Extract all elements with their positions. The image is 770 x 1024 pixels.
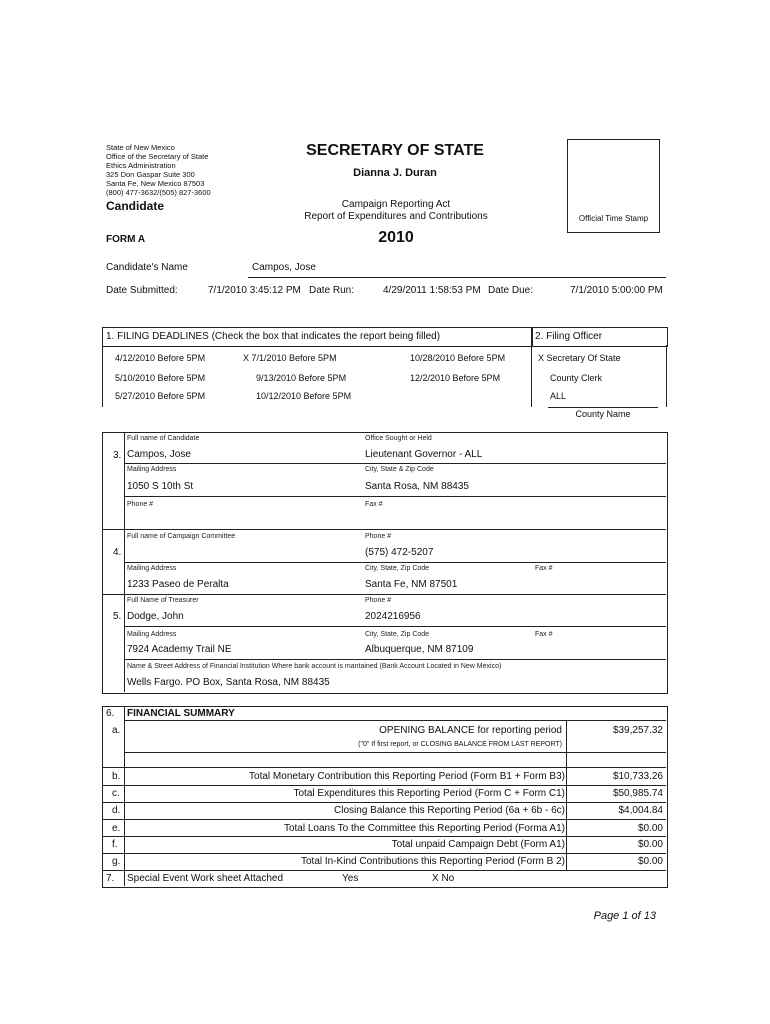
deadline-option[interactable]: 10/12/2010 Before 5PM bbox=[256, 391, 352, 401]
opening-balance-note: ("0" If first report, or CLOSING BALANCE FROM LAST REPORT) bbox=[358, 741, 562, 748]
row-letter: e. bbox=[112, 823, 121, 834]
summary-row-desc: Total Expenditures this Reporting Period (Form C + Form C1) bbox=[293, 788, 565, 799]
report-name: Report of Expenditures and Contributions bbox=[304, 211, 488, 222]
row-letter: g. bbox=[112, 856, 121, 867]
report-year: 2010 bbox=[378, 229, 414, 246]
agency-line: (800) 477-3632/(505) 827-3600 bbox=[106, 188, 211, 197]
treasurer-mailing-address: 7924 Academy Trail NE bbox=[127, 644, 232, 655]
summary-row-desc: Total unpaid Campaign Debt (Form A1) bbox=[391, 839, 565, 850]
divider bbox=[124, 752, 666, 753]
section-number: 4. bbox=[113, 547, 122, 558]
page-number: Page 1 of 13 bbox=[593, 910, 656, 922]
act-name: Campaign Reporting Act bbox=[341, 199, 451, 210]
candidate-name-label: Candidate's Name bbox=[106, 262, 188, 273]
divider bbox=[102, 819, 666, 820]
mailing-address-label: Mailing Address bbox=[127, 565, 177, 572]
opening-balance-label: OPENING BALANCE for reporting period bbox=[379, 725, 562, 736]
campaign-committee-label: Full name of Campaign Committee bbox=[127, 533, 236, 540]
date-submitted-label: Date Submitted: bbox=[106, 285, 178, 296]
summary-row-amount: $10,733.26 bbox=[612, 771, 663, 782]
treasurer-phone: 2024216956 bbox=[365, 611, 421, 622]
agency-line: 325 Don Gaspar Suite 300 bbox=[106, 170, 195, 179]
filing-officer-option[interactable]: County Clerk bbox=[550, 373, 603, 383]
filing-officer-option-checked[interactable]: X Secretary Of State bbox=[538, 353, 621, 363]
county-name-label: County Name bbox=[575, 409, 631, 419]
divider bbox=[102, 345, 103, 407]
divider bbox=[102, 529, 666, 530]
city-state-zip-label: City, State, Zip Code bbox=[365, 631, 430, 638]
divider bbox=[124, 463, 666, 464]
summary-row-amount: $50,985.74 bbox=[612, 788, 663, 799]
bank-label: Name & Street Address of Financial Institution Where bank account is mantained (Bank Account Located in New Mexico) bbox=[127, 663, 502, 670]
phone-label: Phone # bbox=[365, 533, 392, 540]
divider bbox=[102, 870, 666, 871]
divider bbox=[102, 785, 666, 786]
date-submitted-value: 7/1/2010 3:45:12 PM bbox=[208, 285, 301, 296]
summary-row-desc: Total Loans To the Committee this Reporting Period (Forma A1) bbox=[283, 823, 565, 834]
county-name-line bbox=[548, 407, 658, 408]
row-letter: f. bbox=[112, 839, 118, 850]
committee-phone: (575) 472-5207 bbox=[365, 547, 434, 558]
form-label: FORM A bbox=[106, 234, 146, 245]
official-name: Dianna J. Duran bbox=[353, 167, 437, 179]
city-state-zip-label: City, State, Zip Code bbox=[365, 565, 430, 572]
summary-row-desc: Total Monetary Contribution this Reporting Period (Form B1 + Form B3) bbox=[249, 771, 565, 782]
candidate-heading: Candidate bbox=[106, 199, 165, 213]
candidate-name-value: Campos, Jose bbox=[252, 262, 316, 273]
row-letter: a. bbox=[112, 725, 121, 736]
date-due-label: Date Due: bbox=[488, 285, 534, 296]
official-time-stamp-box bbox=[567, 139, 660, 233]
candidate-full-name-label: Full name of Candidate bbox=[127, 435, 200, 442]
mailing-address-label: Mailing Address bbox=[127, 466, 177, 473]
office-sought-label: Office Sought or Held bbox=[365, 435, 432, 442]
row-letter: c. bbox=[112, 788, 120, 799]
office-sought: Lieutenant Governor - ALL bbox=[365, 449, 483, 460]
agency-address bbox=[106, 143, 211, 197]
filing-officer-option[interactable]: ALL bbox=[550, 391, 567, 401]
fax-label: Fax # bbox=[365, 501, 383, 508]
divider bbox=[248, 277, 666, 278]
divider bbox=[124, 720, 666, 721]
fax-label: Fax # bbox=[535, 565, 553, 572]
filing-deadlines-header bbox=[102, 327, 533, 347]
bank-name-address: Wells Fargo. PO Box, Santa Rosa, NM 88435 bbox=[127, 677, 330, 688]
divider bbox=[566, 720, 567, 870]
deadline-option[interactable]: 10/28/2010 Before 5PM bbox=[410, 353, 506, 363]
section-number: 3. bbox=[113, 450, 122, 461]
special-event-label: Special Event Work sheet Attached bbox=[127, 873, 284, 884]
divider bbox=[102, 802, 666, 803]
mailing-address-label: Mailing Address bbox=[127, 631, 177, 638]
treasurer-city-state-zip: Albuquerque, NM 87109 bbox=[365, 644, 474, 655]
fax-label: Fax # bbox=[535, 631, 553, 638]
phone-label: Phone # bbox=[365, 597, 392, 604]
divider bbox=[102, 836, 666, 837]
summary-row-amount: $0.00 bbox=[637, 839, 663, 850]
divider bbox=[124, 562, 666, 563]
special-event-yes-option[interactable]: Yes bbox=[342, 873, 359, 884]
stamp-label: Official Time Stamp bbox=[578, 214, 649, 223]
summary-row-amount: $0.00 bbox=[637, 856, 663, 867]
section-number: 7. bbox=[106, 873, 115, 884]
divider bbox=[102, 594, 666, 595]
deadline-option[interactable]: 4/12/2010 Before 5PM bbox=[115, 353, 206, 363]
divider bbox=[124, 496, 666, 497]
opening-balance-amount: $39,257.32 bbox=[612, 725, 663, 736]
divider bbox=[666, 345, 667, 407]
committee-city-state-zip: Santa Fe, NM 87501 bbox=[365, 579, 458, 590]
candidate-full-name: Campos, Jose bbox=[127, 449, 191, 460]
deadline-option[interactable]: 9/13/2010 Before 5PM bbox=[256, 373, 347, 383]
agency-line: Santa Fe, New Mexico 87503 bbox=[106, 179, 205, 188]
mailing-address: 1050 S 10th St bbox=[127, 481, 194, 492]
agency-line: State of New Mexico bbox=[106, 143, 175, 152]
summary-row-desc: Closing Balance this Reporting Period (6a + 6b - 6c) bbox=[334, 805, 565, 816]
divider bbox=[102, 853, 666, 854]
divider bbox=[124, 626, 666, 627]
section-number: 5. bbox=[113, 611, 122, 622]
divider bbox=[531, 345, 532, 407]
divider bbox=[102, 767, 666, 768]
committee-mailing-address: 1233 Paseo de Peralta bbox=[127, 579, 229, 590]
date-due-value: 7/1/2010 5:00:00 PM bbox=[570, 285, 663, 296]
section-number: 6. bbox=[106, 708, 115, 719]
city-state-zip: Santa Rosa, NM 88435 bbox=[365, 481, 469, 492]
date-run-label: Date Run: bbox=[309, 285, 355, 296]
city-state-zip-label: City, State & Zip Code bbox=[365, 466, 434, 473]
summary-row-desc: Total In-Kind Contributions this Reporting Period (Form B 2) bbox=[300, 856, 565, 867]
row-letter: d. bbox=[112, 805, 121, 816]
divider bbox=[124, 706, 125, 886]
filing-officer-title: 2. Filing Officer bbox=[535, 331, 603, 342]
date-run-value: 4/29/2011 1:58:53 PM bbox=[383, 285, 481, 296]
summary-row-amount: $0.00 bbox=[637, 823, 663, 834]
agency-line: Office of the Secretary of State bbox=[106, 152, 209, 161]
row-letter: b. bbox=[112, 771, 121, 782]
special-event-no-option-checked[interactable]: X No bbox=[432, 873, 455, 884]
treasurer-name: Dodge, John bbox=[127, 611, 184, 622]
deadline-option-checked[interactable]: X 7/1/2010 Before 5PM bbox=[243, 353, 337, 363]
filing-deadlines-title: 1. FILING DEADLINES (Check the box that indicates the report being filled) bbox=[106, 331, 441, 342]
deadline-option[interactable]: 5/27/2010 Before 5PM bbox=[115, 391, 206, 401]
financial-summary-title: FINANCIAL SUMMARY bbox=[127, 708, 235, 719]
filing-officer-header bbox=[531, 327, 668, 347]
treasurer-label: Full Name of Treasurer bbox=[127, 597, 199, 604]
deadline-option[interactable]: 12/2/2010 Before 5PM bbox=[410, 373, 501, 383]
phone-label: Phone # bbox=[127, 501, 154, 508]
page-title: SECRETARY OF STATE bbox=[306, 142, 484, 159]
divider bbox=[124, 659, 666, 660]
summary-row-amount: $4,004.84 bbox=[618, 805, 663, 816]
deadline-option[interactable]: 5/10/2010 Before 5PM bbox=[115, 373, 206, 383]
agency-line: Ethics Administration bbox=[106, 161, 176, 170]
